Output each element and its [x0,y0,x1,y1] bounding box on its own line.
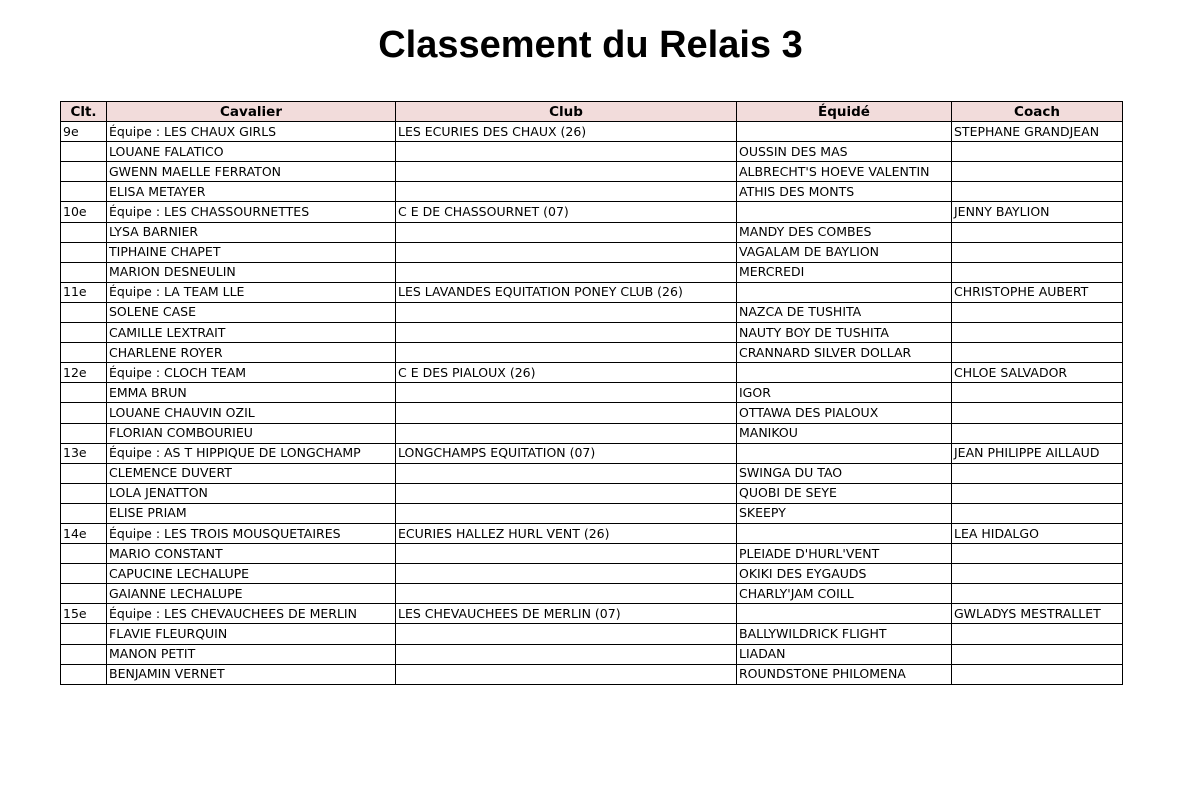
cell-horse: CRANNARD SILVER DOLLAR [737,343,952,363]
table-row [61,483,1123,503]
table-row [61,403,1123,423]
cell-rank [61,463,107,483]
cell-coach [952,624,1123,644]
cell-rank: 9e [61,122,107,142]
table-row [61,262,1123,282]
cell-rank: 13e [61,443,107,463]
cell-rider: FLAVIE FLEURQUIN [107,624,396,644]
cell-club [396,483,737,503]
cell-coach [952,463,1123,483]
cell-coach [952,222,1123,242]
table-row [61,564,1123,584]
cell-rider: MANON PETIT [107,644,396,664]
table-row [61,282,1123,302]
cell-horse: OKIKI DES EYGAUDS [737,564,952,584]
cell-rank [61,483,107,503]
cell-rank [61,664,107,684]
table-row [61,604,1123,624]
table-row [61,644,1123,664]
cell-club [396,383,737,403]
cell-rank [61,343,107,363]
table-row [61,443,1123,463]
cell-rank [61,383,107,403]
cell-coach [952,664,1123,684]
cell-rank: 12e [61,363,107,383]
cell-rider: GAIANNE LECHALUPE [107,584,396,604]
cell-rider: Équipe : LES CHASSOURNETTES [107,202,396,222]
cell-coach [952,644,1123,664]
cell-horse: MANDY DES COMBES [737,222,952,242]
table-row [61,142,1123,162]
cell-rider: ELISE PRIAM [107,503,396,523]
cell-coach [952,162,1123,182]
cell-rider: CAPUCINE LECHALUPE [107,564,396,584]
cell-rider: CHARLENE ROYER [107,343,396,363]
table-row [61,363,1123,383]
table-row [61,383,1123,403]
cell-horse [737,604,952,624]
cell-coach: JENNY BAYLION [952,202,1123,222]
cell-club [396,182,737,202]
cell-club: LES ECURIES DES CHAUX (26) [396,122,737,142]
cell-rank [61,564,107,584]
table-row [61,302,1123,322]
cell-horse: ALBRECHT'S HOEVE VALENTIN [737,162,952,182]
cell-rider: Équipe : CLOCH TEAM [107,363,396,383]
cell-horse: NAZCA DE TUSHITA [737,302,952,322]
cell-rider: GWENN MAELLE FERRATON [107,162,396,182]
cell-club [396,343,737,363]
table-row [61,343,1123,363]
cell-coach [952,383,1123,403]
cell-club [396,544,737,564]
cell-coach: JEAN PHILIPPE AILLAUD [952,443,1123,463]
cell-rank [61,503,107,523]
cell-club: ECURIES HALLEZ HURL VENT (26) [396,523,737,543]
cell-rank: 14e [61,523,107,543]
table-row [61,162,1123,182]
header-row [61,102,1123,122]
cell-club [396,644,737,664]
cell-horse: QUOBI DE SEYE [737,483,952,503]
cell-club [396,503,737,523]
cell-rank [61,624,107,644]
table-row [61,202,1123,222]
table-row [61,182,1123,202]
table-row [61,544,1123,564]
cell-rider: BENJAMIN VERNET [107,664,396,684]
cell-horse: BALLYWILDRICK FLIGHT [737,624,952,644]
cell-rider: LOUANE CHAUVIN OZIL [107,403,396,423]
cell-rider: Équipe : AS T HIPPIQUE DE LONGCHAMP [107,443,396,463]
cell-club [396,302,737,322]
page-title: Classement du Relais 3 [378,24,803,66]
cell-coach [952,584,1123,604]
cell-club [396,564,737,584]
cell-rider: Équipe : LES TROIS MOUSQUETAIRES [107,523,396,543]
table-row [61,323,1123,343]
cell-horse: NAUTY BOY DE TUSHITA [737,323,952,343]
table-row [61,423,1123,443]
cell-club [396,584,737,604]
cell-horse: ATHIS DES MONTS [737,182,952,202]
table-row [61,523,1123,543]
cell-coach [952,423,1123,443]
cell-club [396,323,737,343]
cell-coach [952,483,1123,503]
cell-rank: 15e [61,604,107,624]
table-row [61,624,1123,644]
cell-coach [952,403,1123,423]
cell-rider: TIPHAINE CHAPET [107,242,396,262]
cell-coach [952,182,1123,202]
cell-club [396,403,737,423]
cell-club [396,463,737,483]
table-row [61,503,1123,523]
table-row [61,584,1123,604]
cell-rank [61,262,107,282]
cell-club [396,262,737,282]
cell-horse: SWINGA DU TAO [737,463,952,483]
cell-rank [61,142,107,162]
cell-horse [737,443,952,463]
cell-horse: SKEEPY [737,503,952,523]
cell-club: LES CHEVAUCHEES DE MERLIN (07) [396,604,737,624]
cell-rank [61,302,107,322]
cell-horse [737,122,952,142]
cell-rider: MARIO CONSTANT [107,544,396,564]
cell-coach: CHLOE SALVADOR [952,363,1123,383]
cell-club: LES LAVANDES EQUITATION PONEY CLUB (26) [396,282,737,302]
cell-rider: CAMILLE LEXTRAIT [107,323,396,343]
cell-rank [61,182,107,202]
cell-club [396,142,737,162]
cell-coach [952,302,1123,322]
cell-club [396,624,737,644]
cell-club: LONGCHAMPS EQUITATION (07) [396,443,737,463]
cell-coach [952,142,1123,162]
cell-rider: ELISA METAYER [107,182,396,202]
cell-rank [61,323,107,343]
cell-coach [952,262,1123,282]
cell-coach [952,503,1123,523]
cell-rank [61,544,107,564]
header-coach: Coach [952,102,1123,122]
cell-rider: Équipe : LES CHEVAUCHEES DE MERLIN [107,604,396,624]
cell-rank: 10e [61,202,107,222]
cell-coach [952,564,1123,584]
cell-club [396,423,737,443]
cell-coach [952,323,1123,343]
cell-horse [737,202,952,222]
cell-coach [952,343,1123,363]
cell-horse: MANIKOU [737,423,952,443]
cell-coach [952,544,1123,564]
results-table [60,101,1123,685]
cell-rider: Équipe : LA TEAM LLE [107,282,396,302]
cell-club [396,664,737,684]
cell-horse: PLEIADE D'HURL'VENT [737,544,952,564]
cell-horse [737,282,952,302]
cell-club: C E DE CHASSOURNET (07) [396,202,737,222]
cell-coach [952,242,1123,262]
cell-horse: IGOR [737,383,952,403]
cell-coach: LEA HIDALGO [952,523,1123,543]
cell-rider: Équipe : LES CHAUX GIRLS [107,122,396,142]
header-rank: Clt. [61,102,107,122]
cell-rank [61,242,107,262]
cell-rider: LYSA BARNIER [107,222,396,242]
table-row [61,122,1123,142]
cell-club [396,242,737,262]
table-row [61,463,1123,483]
cell-coach: STEPHANE GRANDJEAN [952,122,1123,142]
header-horse: Équidé [737,102,952,122]
cell-rank [61,423,107,443]
cell-rank [61,644,107,664]
cell-coach: CHRISTOPHE AUBERT [952,282,1123,302]
cell-horse: MERCREDI [737,262,952,282]
cell-rank [61,584,107,604]
cell-horse: LIADAN [737,644,952,664]
cell-horse [737,363,952,383]
cell-horse: OTTAWA DES PIALOUX [737,403,952,423]
cell-club: C E DES PIALOUX (26) [396,363,737,383]
table-row [61,222,1123,242]
cell-rider: MARION DESNEULIN [107,262,396,282]
cell-horse: OUSSIN DES MAS [737,142,952,162]
cell-horse: CHARLY'JAM COILL [737,584,952,604]
cell-rider: EMMA BRUN [107,383,396,403]
table-row [61,664,1123,684]
cell-rank [61,403,107,423]
cell-club [396,162,737,182]
cell-rank: 11e [61,282,107,302]
cell-coach: GWLADYS MESTRALLET [952,604,1123,624]
cell-rank [61,222,107,242]
cell-rider: SOLENE CASE [107,302,396,322]
cell-rider: LOUANE FALATICO [107,142,396,162]
cell-horse [737,523,952,543]
cell-rank [61,162,107,182]
cell-rider: CLEMENCE DUVERT [107,463,396,483]
header-club: Club [396,102,737,122]
results-body [61,122,1123,685]
cell-rider: LOLA JENATTON [107,483,396,503]
table-row [61,242,1123,262]
cell-horse: ROUNDSTONE PHILOMENA [737,664,952,684]
cell-club [396,222,737,242]
header-rider: Cavalier [107,102,396,122]
cell-rider: FLORIAN COMBOURIEU [107,423,396,443]
cell-horse: VAGALAM DE BAYLION [737,242,952,262]
